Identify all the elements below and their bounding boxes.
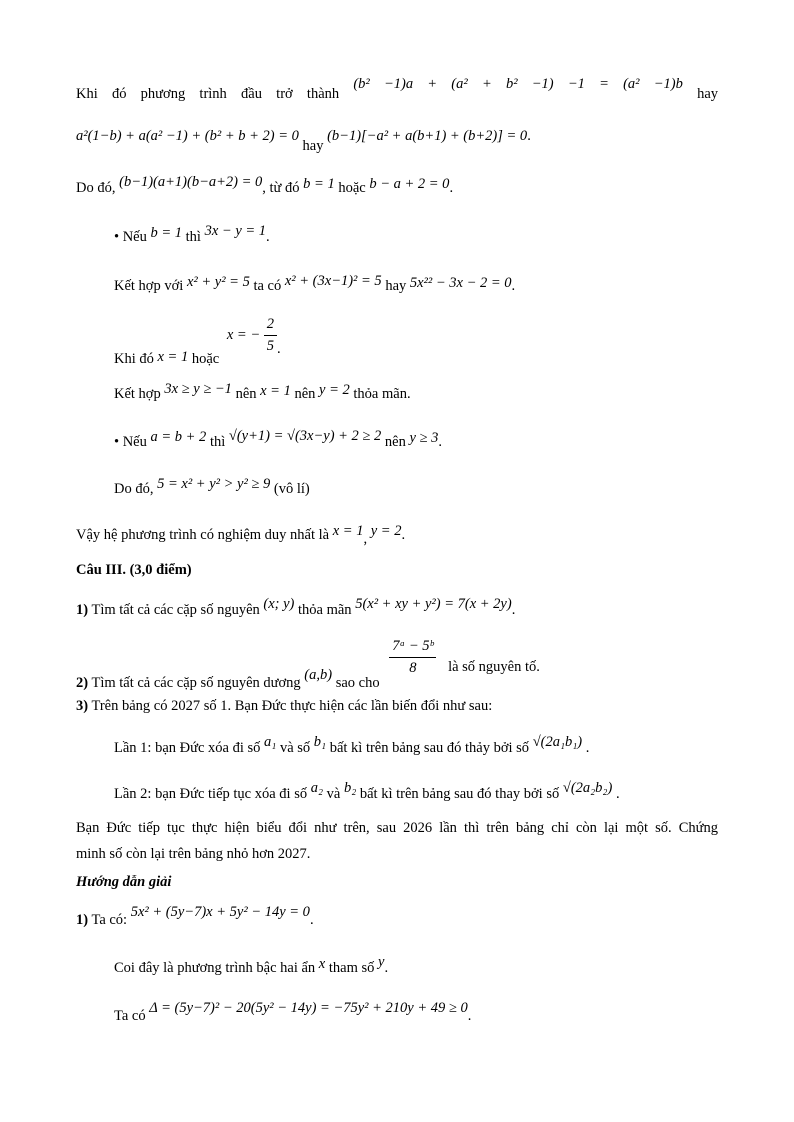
line7-mid2: nên xyxy=(294,386,316,402)
section-heading-cau-iii: Câu III. (3,0 điểm) xyxy=(76,562,192,578)
line15-equation-2: b₁ xyxy=(313,734,327,750)
line5-equation-2: x² + (3x−1)² = 5 xyxy=(284,273,382,289)
line2-equation-1: a²(1−b) + a(a² −1) + (b² + b + 2) = 0 xyxy=(76,128,299,144)
text-line-17: Bạn Đức tiếp tục thực hiện biểu đổi như trên, sau 2026 lần thì trên bảng chỉ còn lại một số. Chứng xyxy=(76,820,718,836)
text-line-14 xyxy=(76,698,492,715)
text-line-13 xyxy=(76,634,540,691)
line4-tail: . xyxy=(266,229,270,245)
line21-pre: Coi đây là phương trình bậc hai ẩn xyxy=(114,960,316,976)
line21-equation-2: y xyxy=(378,954,385,970)
line7-equation-2: x = 1 xyxy=(260,383,291,399)
line21-tail: . xyxy=(384,960,389,976)
line4-pre: • Nếu xyxy=(114,229,147,245)
text-line-16 xyxy=(114,780,620,803)
line5-tail: . xyxy=(511,278,516,294)
line13-fraction-numerator: 7ᵃ − 5ᵇ xyxy=(389,638,436,658)
text-line-20 xyxy=(76,904,314,929)
line13-fraction-denominator: 8 xyxy=(409,660,417,676)
line3-tail: . xyxy=(449,180,454,196)
line10-equation-2: y = 2 xyxy=(370,523,402,539)
line8-equation-1: a = b + 2 xyxy=(150,429,207,445)
line7-equation-1: 3x ≥ y ≥ −1 xyxy=(164,381,232,397)
line12-equation-1: (x; y) xyxy=(263,596,295,612)
line20-equation-1: 5x² + (5y−7)x + 5y² − 14y = 0 xyxy=(130,904,310,920)
line16-mid2: bất kì trên bảng sau đó thay bởi số xyxy=(359,786,560,802)
line16-equation-2: b₂ xyxy=(343,780,357,796)
solution-heading: Hướng dẫn giải xyxy=(76,874,172,890)
line2-mid: hay xyxy=(302,138,324,154)
text-line-1 xyxy=(76,76,718,103)
line21-equation-1: x xyxy=(318,956,326,972)
line5-equation-1: x² + y² = 5 xyxy=(186,274,250,290)
line15-mid: và số xyxy=(279,740,311,756)
line14-text: Trên bảng có 2027 số 1. Bạn Đức thực hiện các lần biến đổi như sau: xyxy=(91,698,493,714)
line13-pre: Tìm tất cả các cặp số nguyên dương xyxy=(91,674,301,691)
line16-pre: Lần 2: bạn Đức tiếp tục xóa đi số xyxy=(114,786,308,802)
line6-fraction-denominator: 5 xyxy=(266,338,274,354)
line6-fraction xyxy=(264,316,277,355)
line3-equation-2: b = 1 xyxy=(303,176,335,192)
line9-equation-1: 5 = x² + y² > y² ≥ 9 xyxy=(157,476,271,492)
text-line-3 xyxy=(76,174,454,197)
line12-equation-2: 5(x² + xy + y²) = 7(x + 2y) xyxy=(355,596,512,612)
text-line-4 xyxy=(114,223,270,246)
line6-fraction-lhs: x = − xyxy=(226,326,261,343)
line6-pre: Khi đó xyxy=(114,350,154,367)
line13-mid: sao cho xyxy=(335,674,380,691)
text-line-8 xyxy=(114,428,442,451)
line3-equation-3: b − a + 2 = 0 xyxy=(369,176,450,192)
line6-equation-1: x = 1 xyxy=(157,348,189,365)
line8-equation-3: y ≥ 3 xyxy=(409,430,439,446)
line9-tail: (vô lí) xyxy=(273,481,310,497)
line10-pre: Vậy hệ phương trình có nghiệm duy nhất là xyxy=(76,527,330,543)
line7-equation-3: y = 2 xyxy=(319,382,350,398)
solution-item-number-1: 1) xyxy=(76,912,89,928)
line15-equation-1: a₁ xyxy=(264,734,277,750)
line1-tail: hay xyxy=(697,86,718,102)
line15-tail: . xyxy=(585,740,590,756)
line15-pre: Lần 1: bạn Đức xóa đi số xyxy=(114,740,261,756)
line13-fraction xyxy=(389,638,436,677)
line22-equation-1: Δ = (5y−7)² − 20(5y² − 14y) = −75y² + 210y + 49 ≥ 0 xyxy=(149,1000,468,1016)
line12-mid: thỏa mãn xyxy=(298,602,352,618)
text-line-7 xyxy=(114,381,411,403)
line20-pre: Ta có: xyxy=(91,912,128,928)
line5-mid2: hay xyxy=(385,278,407,294)
text-line-21 xyxy=(114,954,389,977)
item-number-2: 2) xyxy=(76,674,89,691)
line22-tail: . xyxy=(467,1008,472,1024)
line8-equation-2: √(y+1) = √(3x−y) + 2 ≥ 2 xyxy=(228,428,382,444)
line9-pre: Do đó, xyxy=(114,481,154,497)
text-line-2 xyxy=(76,128,531,154)
line13-tail: là số nguyên tố. xyxy=(448,658,540,675)
line16-equation-3: √(2a₂b₂) xyxy=(562,780,613,796)
line4-mid: thì xyxy=(185,229,201,245)
line16-tail: . xyxy=(615,786,620,802)
line10-equation-1: x = 1 xyxy=(332,523,364,539)
line4-equation-1: b = 1 xyxy=(150,225,183,241)
item-number-1: 1) xyxy=(76,602,89,618)
line15-equation-3: √(2a₁b₁) xyxy=(532,734,583,750)
line5-equation-3: 5x²² − 3x − 2 = 0 xyxy=(409,275,512,291)
line7-pre: Kết hợp xyxy=(114,386,161,402)
line8-mid2: nên xyxy=(384,434,406,450)
line21-mid: tham số xyxy=(328,960,375,976)
line1-equation: (b² −1)a + (a² + b² −1) −1 = (a² −1)b xyxy=(353,76,683,92)
line8-mid: thì xyxy=(209,434,226,450)
line6-fraction-numerator: 2 xyxy=(264,316,277,336)
line5-mid: ta có xyxy=(253,278,282,294)
line12-tail: . xyxy=(511,602,516,618)
line3-mid: , từ đó xyxy=(262,180,300,196)
line12-pre: Tìm tất cả các cặp số nguyên xyxy=(91,602,260,618)
line6-mid: hoặc xyxy=(191,350,220,367)
line8-pre: • Nếu xyxy=(114,434,147,450)
line10-tail: . xyxy=(401,527,406,543)
line3-pre: Do đó, xyxy=(76,180,116,196)
line3-equation-1: (b−1)(a+1)(b−a+2) = 0 xyxy=(119,174,263,190)
line7-mid: nên xyxy=(235,386,257,402)
line3-mid2: hoặc xyxy=(338,180,366,196)
line10-mid: , xyxy=(363,531,368,547)
text-line-10 xyxy=(76,523,406,547)
text-line-6 xyxy=(114,316,281,367)
text-line-9 xyxy=(114,476,310,498)
line2-equation-2: (b−1)[−a² + a(b+1) + (b+2)] = 0 xyxy=(327,128,528,144)
text-line-18: minh số còn lại trên bảng nhỏ hơn 2027. xyxy=(76,846,311,862)
line6-tail: . xyxy=(277,340,281,357)
item-number-3: 3) xyxy=(76,698,89,714)
text-line-12 xyxy=(76,596,516,619)
line5-pre: Kết hợp với xyxy=(114,278,184,294)
text-line-5 xyxy=(114,273,516,295)
line16-mid: và xyxy=(326,786,341,802)
line7-tail: thỏa mãn. xyxy=(353,386,411,402)
line20-tail: . xyxy=(309,912,314,928)
line15-mid2: bất kì trên bảng sau đó thảy bởi số xyxy=(329,740,530,756)
line22-pre: Ta có xyxy=(114,1008,146,1024)
line1-text: Khi đó phương trình đầu trở thành xyxy=(76,86,340,102)
line13-equation-1: (a,b) xyxy=(304,666,333,683)
line8-tail: . xyxy=(438,434,442,450)
text-line-15 xyxy=(114,734,590,757)
line2-tail: . xyxy=(527,128,531,144)
line4-equation-2: 3x − y = 1 xyxy=(204,223,267,239)
line16-equation-1: a₂ xyxy=(310,780,324,796)
text-line-22 xyxy=(114,1000,472,1025)
